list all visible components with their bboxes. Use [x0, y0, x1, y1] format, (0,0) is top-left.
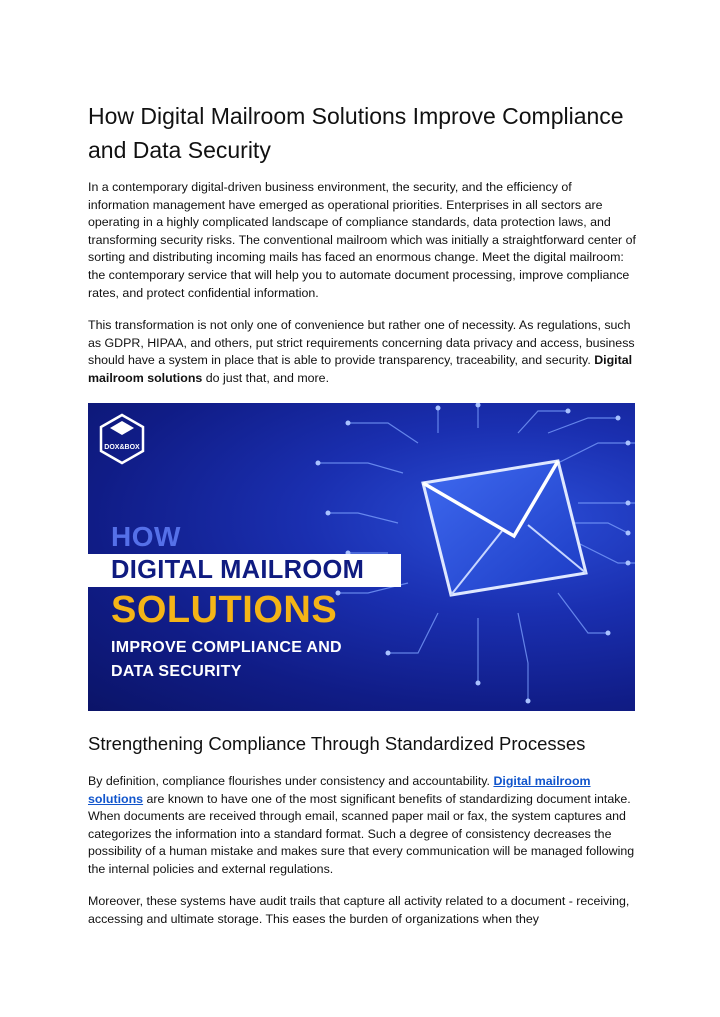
banner-how: HOW: [111, 521, 181, 552]
banner-subtitle: [111, 636, 342, 684]
intro-paragraph: In a contemporary digital-driven business environment, the security, and the efficiency of information management have emerged as operational priorities. Enterprises in all sectors are operating in a highly complicated landscape of compliance standards, data protection laws, and transforming security risks. The conventional mailroom which was initially a straightforward center of sorting and distributing incoming mails has faced an enormous change. Meet the digital mailroom: the contemporary service that will help you to automate document processing, improve compliance rates, and protect confidential information.: [88, 180, 636, 300]
page-title: How Digital Mailroom Solutions Improve Compliance and Data Security: [88, 103, 624, 163]
banner-image: [88, 403, 635, 711]
second-paragraph-text: This transformation is not only one of convenience but rather one of necessity. As regulations, such as GDPR, HIPAA, and others, put strict requirements concerning data privacy and access, business should have a system in place that is able to provide transparency, traceability, and security.: [88, 318, 635, 368]
envelope-icon: [423, 461, 586, 595]
logo: [101, 415, 143, 463]
banner-digital-mailroom: DIGITAL MAILROOM: [111, 556, 365, 584]
logo-text: DOX&BOX: [104, 444, 140, 451]
section-heading: Strengthening Compliance Through Standardized Processes: [88, 733, 586, 754]
second-paragraph-end: do just that, and more.: [202, 370, 330, 385]
banner-subtitle-line1: IMPROVE COMPLIANCE AND: [111, 639, 342, 656]
audit-paragraph: Moreover, these systems have audit trails that capture all activity related to a document - receiving, accessing and ultimate storage. This eases the burden of organizations when they: [88, 894, 630, 926]
second-paragraph: [88, 317, 636, 387]
compliance-paragraph-text: By definition, compliance flourishes under consistency and accountability.: [88, 774, 494, 788]
compliance-paragraph-rest: are known to have one of the most significant benefits of standardizing document intake. When documents are received through email, scanned paper mail or fax, the system captures and categorizes the information into a standard format. Such a degree of consistency decreases the possibility of a human mistake and makes sure that every communication will be managed following the internal policies and external regulations.: [88, 791, 635, 876]
banner-solutions: SOLUTIONS: [111, 589, 338, 631]
compliance-paragraph: [88, 773, 636, 879]
bold-phrase: Digital mailroom solutions: [88, 353, 633, 385]
banner-subtitle-line2: DATA SECURITY: [111, 663, 242, 680]
digital-mailroom-link[interactable]: Digital mailroom solutions: [88, 774, 591, 806]
